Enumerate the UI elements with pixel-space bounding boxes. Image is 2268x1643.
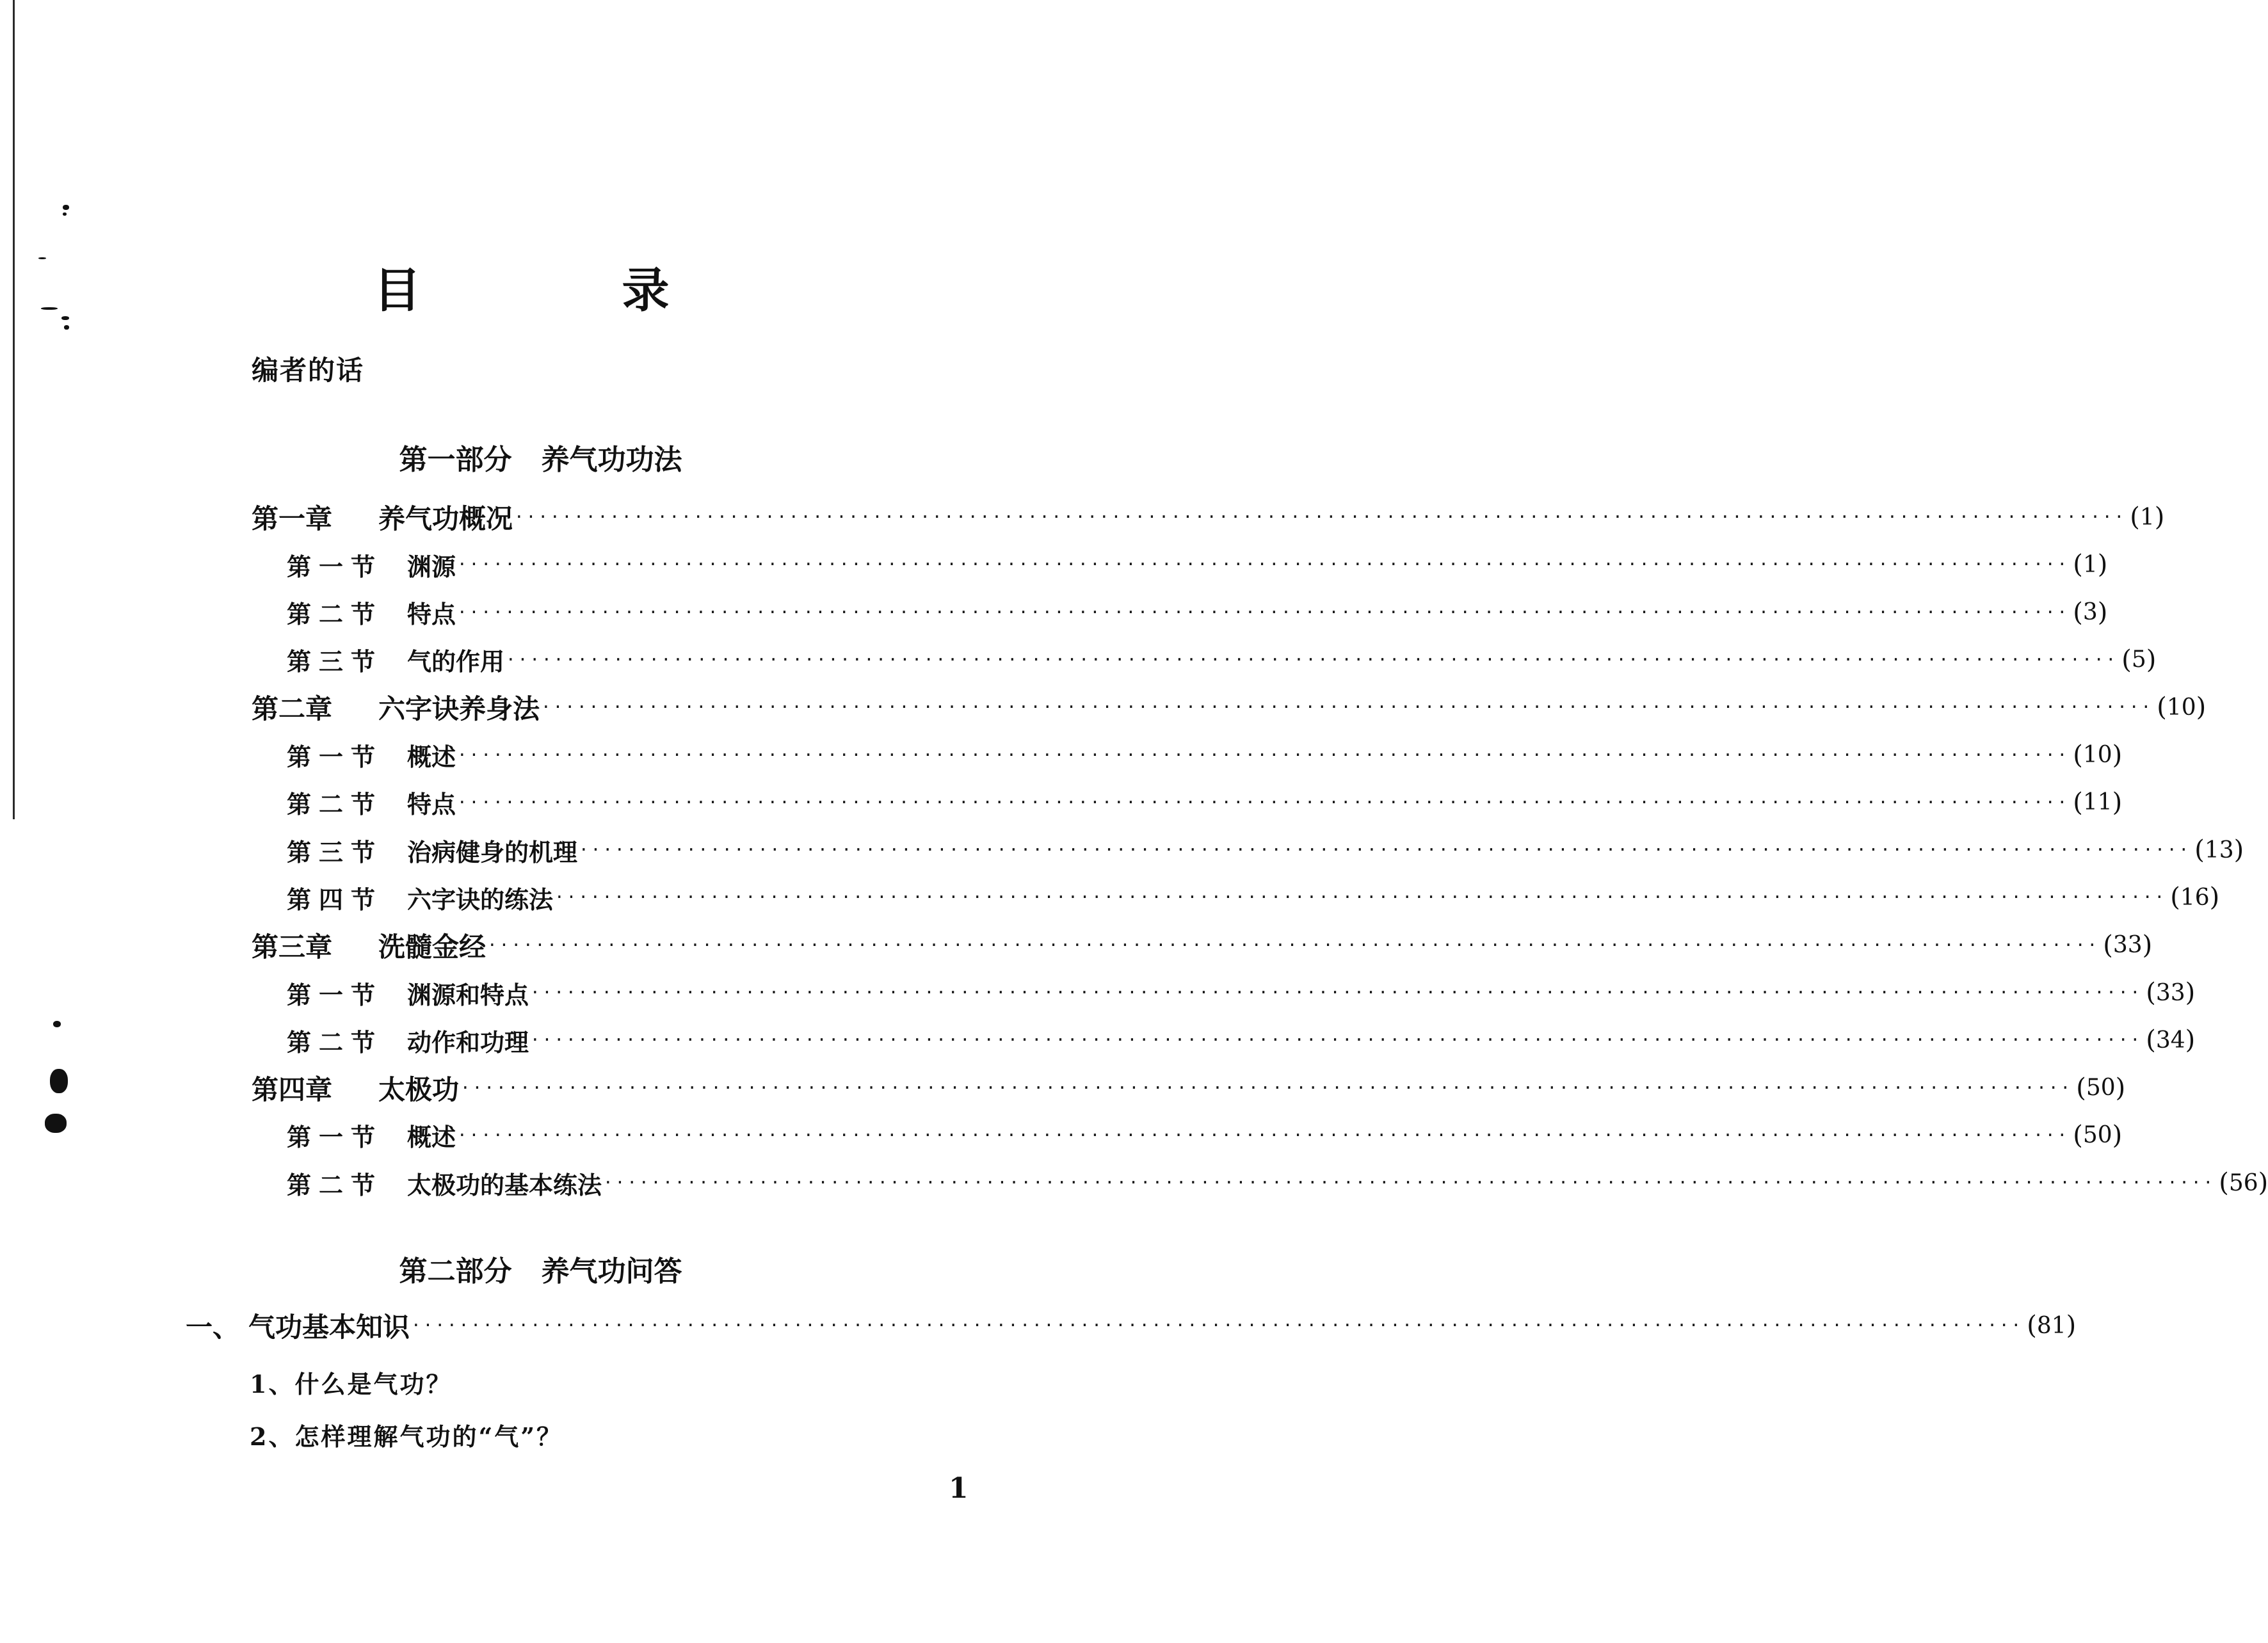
toc-entry-label (0, 975, 529, 1011)
toc-entry-label (0, 1306, 410, 1345)
leader-dots: ······································································································································· (460, 1078, 2073, 1098)
toc-entry-label (0, 785, 456, 820)
part1-title: 养气功功法 (541, 444, 682, 476)
paren-close: ) (2258, 1168, 2268, 1198)
toc-entry-title: 六字诀的练法 (407, 885, 554, 914)
toc-page-number: 81 (2036, 1312, 2066, 1339)
toc-entry-number: 第二章 (252, 693, 333, 725)
editor-note-entry[interactable]: 编者的话 (252, 355, 365, 386)
question-entry[interactable]: 2、怎样理解气功的“气”？ (250, 1422, 563, 1451)
paren-close: ) (2154, 502, 2165, 532)
toc-section-entry[interactable] (0, 780, 2123, 825)
toc-entry-title: 气功基本知识 (248, 1311, 410, 1343)
paren-open: ( (2219, 1168, 2229, 1198)
scan-speck (63, 205, 69, 210)
paren-open: ( (2121, 645, 2132, 675)
leader-dots: ······································································································································· (457, 1125, 2070, 1145)
toc-chapter-entry[interactable] (0, 923, 2153, 968)
toc-entry-number: 第二节 (287, 790, 383, 819)
toc-page-ref (2073, 788, 2122, 817)
leader-dots: ······································································································································· (487, 935, 2100, 955)
toc-section-entry[interactable] (0, 542, 2108, 587)
toc-page-ref (2073, 741, 2122, 770)
paren-close: ) (2146, 645, 2157, 675)
toc-page-number: 3 (2082, 599, 2098, 626)
paren-open: ( (2073, 550, 2083, 580)
paren-close: ) (2097, 597, 2108, 627)
toc-entry-title: 太极功 (378, 1073, 460, 1105)
leader-dots: ······································································································································· (530, 1030, 2143, 1050)
paren-close: ) (2066, 1311, 2077, 1340)
paren-close: ) (2112, 1120, 2123, 1150)
toc-entry-number: 第四节 (287, 885, 383, 914)
paren-open: ( (2076, 1073, 2086, 1103)
paren-open: ( (2073, 597, 2083, 627)
toc-entry-label (0, 595, 456, 630)
toc-entry-title: 渊源和特点 (407, 980, 529, 1009)
leader-dots: ······································································································································· (457, 602, 2070, 622)
toc-entry-title: 特点 (407, 600, 456, 629)
toc-page-ref (2146, 1025, 2195, 1055)
paren-close: ) (2185, 978, 2196, 1007)
toc-entry-title: 治病健身的机理 (407, 837, 578, 867)
toc-page-number: 5 (2131, 646, 2146, 673)
toc-entry-label (0, 642, 504, 677)
leader-dots: ······································································································································· (411, 1316, 2023, 1335)
toc-page-ref (2170, 883, 2219, 912)
leader-dots: ······································································································································· (457, 745, 2070, 765)
page-number: 1 (949, 1472, 969, 1505)
toc-page-ref (2121, 645, 2156, 675)
toc-entry-number: 第二节 (287, 1170, 383, 1199)
part2-number: 第二部分 (399, 1255, 512, 1288)
leader-dots: ······································································································································· (514, 508, 2127, 527)
toc-page-ref (2194, 835, 2244, 865)
toc-section-entry[interactable] (0, 1018, 2196, 1062)
toc-page-number: 10 (2082, 742, 2112, 768)
toc-entry-number: 第一节 (287, 1123, 383, 1152)
toc-entry-number: 第一章 (252, 503, 333, 534)
toc-section-entry[interactable] (0, 733, 2123, 778)
toc-page-ref (2076, 1073, 2125, 1103)
paren-open: ( (2194, 835, 2205, 865)
part2-heading (0, 1248, 1081, 1289)
leader-dots: ······································································································································· (506, 650, 2118, 669)
toc-entry-number: 一、 (186, 1311, 240, 1343)
scan-speck (63, 212, 67, 216)
toc-page-number: 50 (2086, 1075, 2116, 1102)
toc-page-number: 1 (2082, 551, 2098, 578)
toc-page-ref (2103, 931, 2152, 960)
paren-open: ( (2103, 930, 2113, 960)
paren-open: ( (2130, 502, 2140, 532)
toc-section-entry[interactable] (0, 590, 2108, 635)
toc-entry-title: 六字诀养身法 (378, 693, 540, 725)
toc-entry-title: 养气功概况 (378, 503, 513, 534)
toc-entry-title: 特点 (407, 790, 456, 819)
toc-page-number: 10 (2166, 694, 2196, 721)
toc-entry-title: 概述 (407, 742, 456, 771)
toc-entry-label (0, 833, 577, 868)
toc-page-number: 33 (2112, 932, 2143, 959)
toc-page-number: 1 (2139, 504, 2155, 531)
toc-page-number: 34 (2155, 1027, 2185, 1054)
part2-title: 养气功问答 (541, 1255, 682, 1288)
toc-entry-label (0, 1069, 459, 1107)
paren-close: ) (2112, 740, 2123, 770)
paren-close: ) (2112, 787, 2123, 817)
paren-close: ) (2196, 693, 2207, 723)
paren-open: ( (2073, 787, 2083, 817)
toc-page-number: 50 (2082, 1122, 2112, 1149)
toc-entry-label (0, 688, 540, 726)
toc-page-ref (2146, 978, 2195, 1007)
paren-close: ) (2097, 550, 2108, 580)
toc-section-entry[interactable] (0, 875, 2220, 920)
paren-close: ) (2185, 1025, 2196, 1055)
question-entry[interactable]: 1、什么是气功？ (250, 1370, 453, 1399)
leader-dots: ······································································································································· (541, 698, 2153, 717)
toc-page-ref (2157, 693, 2206, 722)
toc-entry-label (0, 1023, 529, 1058)
leader-dots: ······································································································································· (554, 888, 2167, 908)
leader-dots: ······································································································································· (603, 1173, 2216, 1193)
toc-entry-number: 第一节 (287, 552, 383, 581)
paren-close: ) (2142, 930, 2153, 960)
toc-entry-title: 动作和功理 (407, 1027, 529, 1057)
toc-entry-title: 概述 (407, 1123, 456, 1152)
toc-page-number: 56 (2228, 1169, 2258, 1196)
toc-chapter-entry[interactable] (0, 495, 2165, 540)
toc-chapter-entry[interactable] (0, 1303, 2077, 1348)
toc-entry-label (0, 926, 486, 965)
toc-page-ref (2130, 502, 2164, 532)
toc-entry-number: 第二节 (287, 600, 383, 629)
paren-open: ( (2027, 1311, 2037, 1340)
toc-title: 目 录 (373, 263, 746, 318)
part1-number: 第一部分 (399, 444, 512, 476)
toc-page-ref (2073, 550, 2107, 579)
toc-section-entry[interactable] (0, 828, 2244, 872)
toc-entry-number: 第四章 (252, 1073, 333, 1105)
toc-entry-label (0, 498, 513, 536)
toc-entry-label (0, 547, 456, 582)
toc-page-number: 13 (2204, 837, 2234, 863)
toc-entry-number: 第三节 (287, 837, 383, 867)
toc-entry-label (0, 880, 553, 915)
paren-open: ( (2157, 693, 2167, 723)
toc-entry-label (0, 737, 456, 773)
toc-page-ref (2073, 1121, 2122, 1150)
paren-open: ( (2073, 740, 2083, 770)
leader-dots: ······································································································································· (457, 792, 2070, 812)
paren-open: ( (2146, 978, 2156, 1007)
paren-close: ) (2233, 835, 2244, 865)
toc-section-entry[interactable] (0, 1160, 2268, 1205)
part1-heading (0, 437, 1081, 477)
toc-entry-label (0, 1118, 456, 1153)
toc-entry-number: 第二节 (287, 1027, 383, 1057)
leader-dots: ······································································································································· (457, 555, 2070, 575)
toc-entry-number: 第三章 (252, 931, 333, 963)
toc-page-number: 16 (2180, 884, 2210, 911)
toc-entry-label (0, 1166, 602, 1201)
paren-close: ) (2115, 1073, 2126, 1103)
toc-entry-title: 洗髓金经 (378, 931, 487, 963)
toc-page-number: 33 (2155, 979, 2185, 1006)
toc-section-entry[interactable] (0, 637, 2157, 682)
toc-entry-title: 渊源 (407, 552, 456, 581)
paren-open: ( (2073, 1120, 2083, 1150)
toc-entry-title: 太极功的基本练法 (407, 1170, 602, 1199)
toc-entry-title: 气的作用 (407, 647, 505, 677)
toc-chapter-entry[interactable] (0, 685, 2207, 730)
toc-page-ref (2027, 1311, 2076, 1340)
paren-open: ( (2146, 1025, 2156, 1055)
toc-chapter-entry[interactable] (0, 1066, 2126, 1110)
toc-entry-number: 第一节 (287, 742, 383, 771)
toc-entry-number: 第三节 (287, 647, 383, 677)
toc-section-entry[interactable] (0, 970, 2196, 1015)
leader-dots: ······································································································································· (579, 840, 2191, 860)
toc-entry-number: 第一节 (287, 980, 383, 1009)
leader-dots: ······································································································································· (530, 983, 2143, 1002)
paren-open: ( (2170, 883, 2180, 913)
toc-section-entry[interactable] (0, 1113, 2123, 1158)
scan-speck (64, 325, 69, 330)
paren-close: ) (2209, 883, 2220, 913)
toc-page-ref (2219, 1168, 2268, 1198)
toc-page-ref (2073, 598, 2107, 627)
toc-page-number: 11 (2082, 789, 2112, 816)
